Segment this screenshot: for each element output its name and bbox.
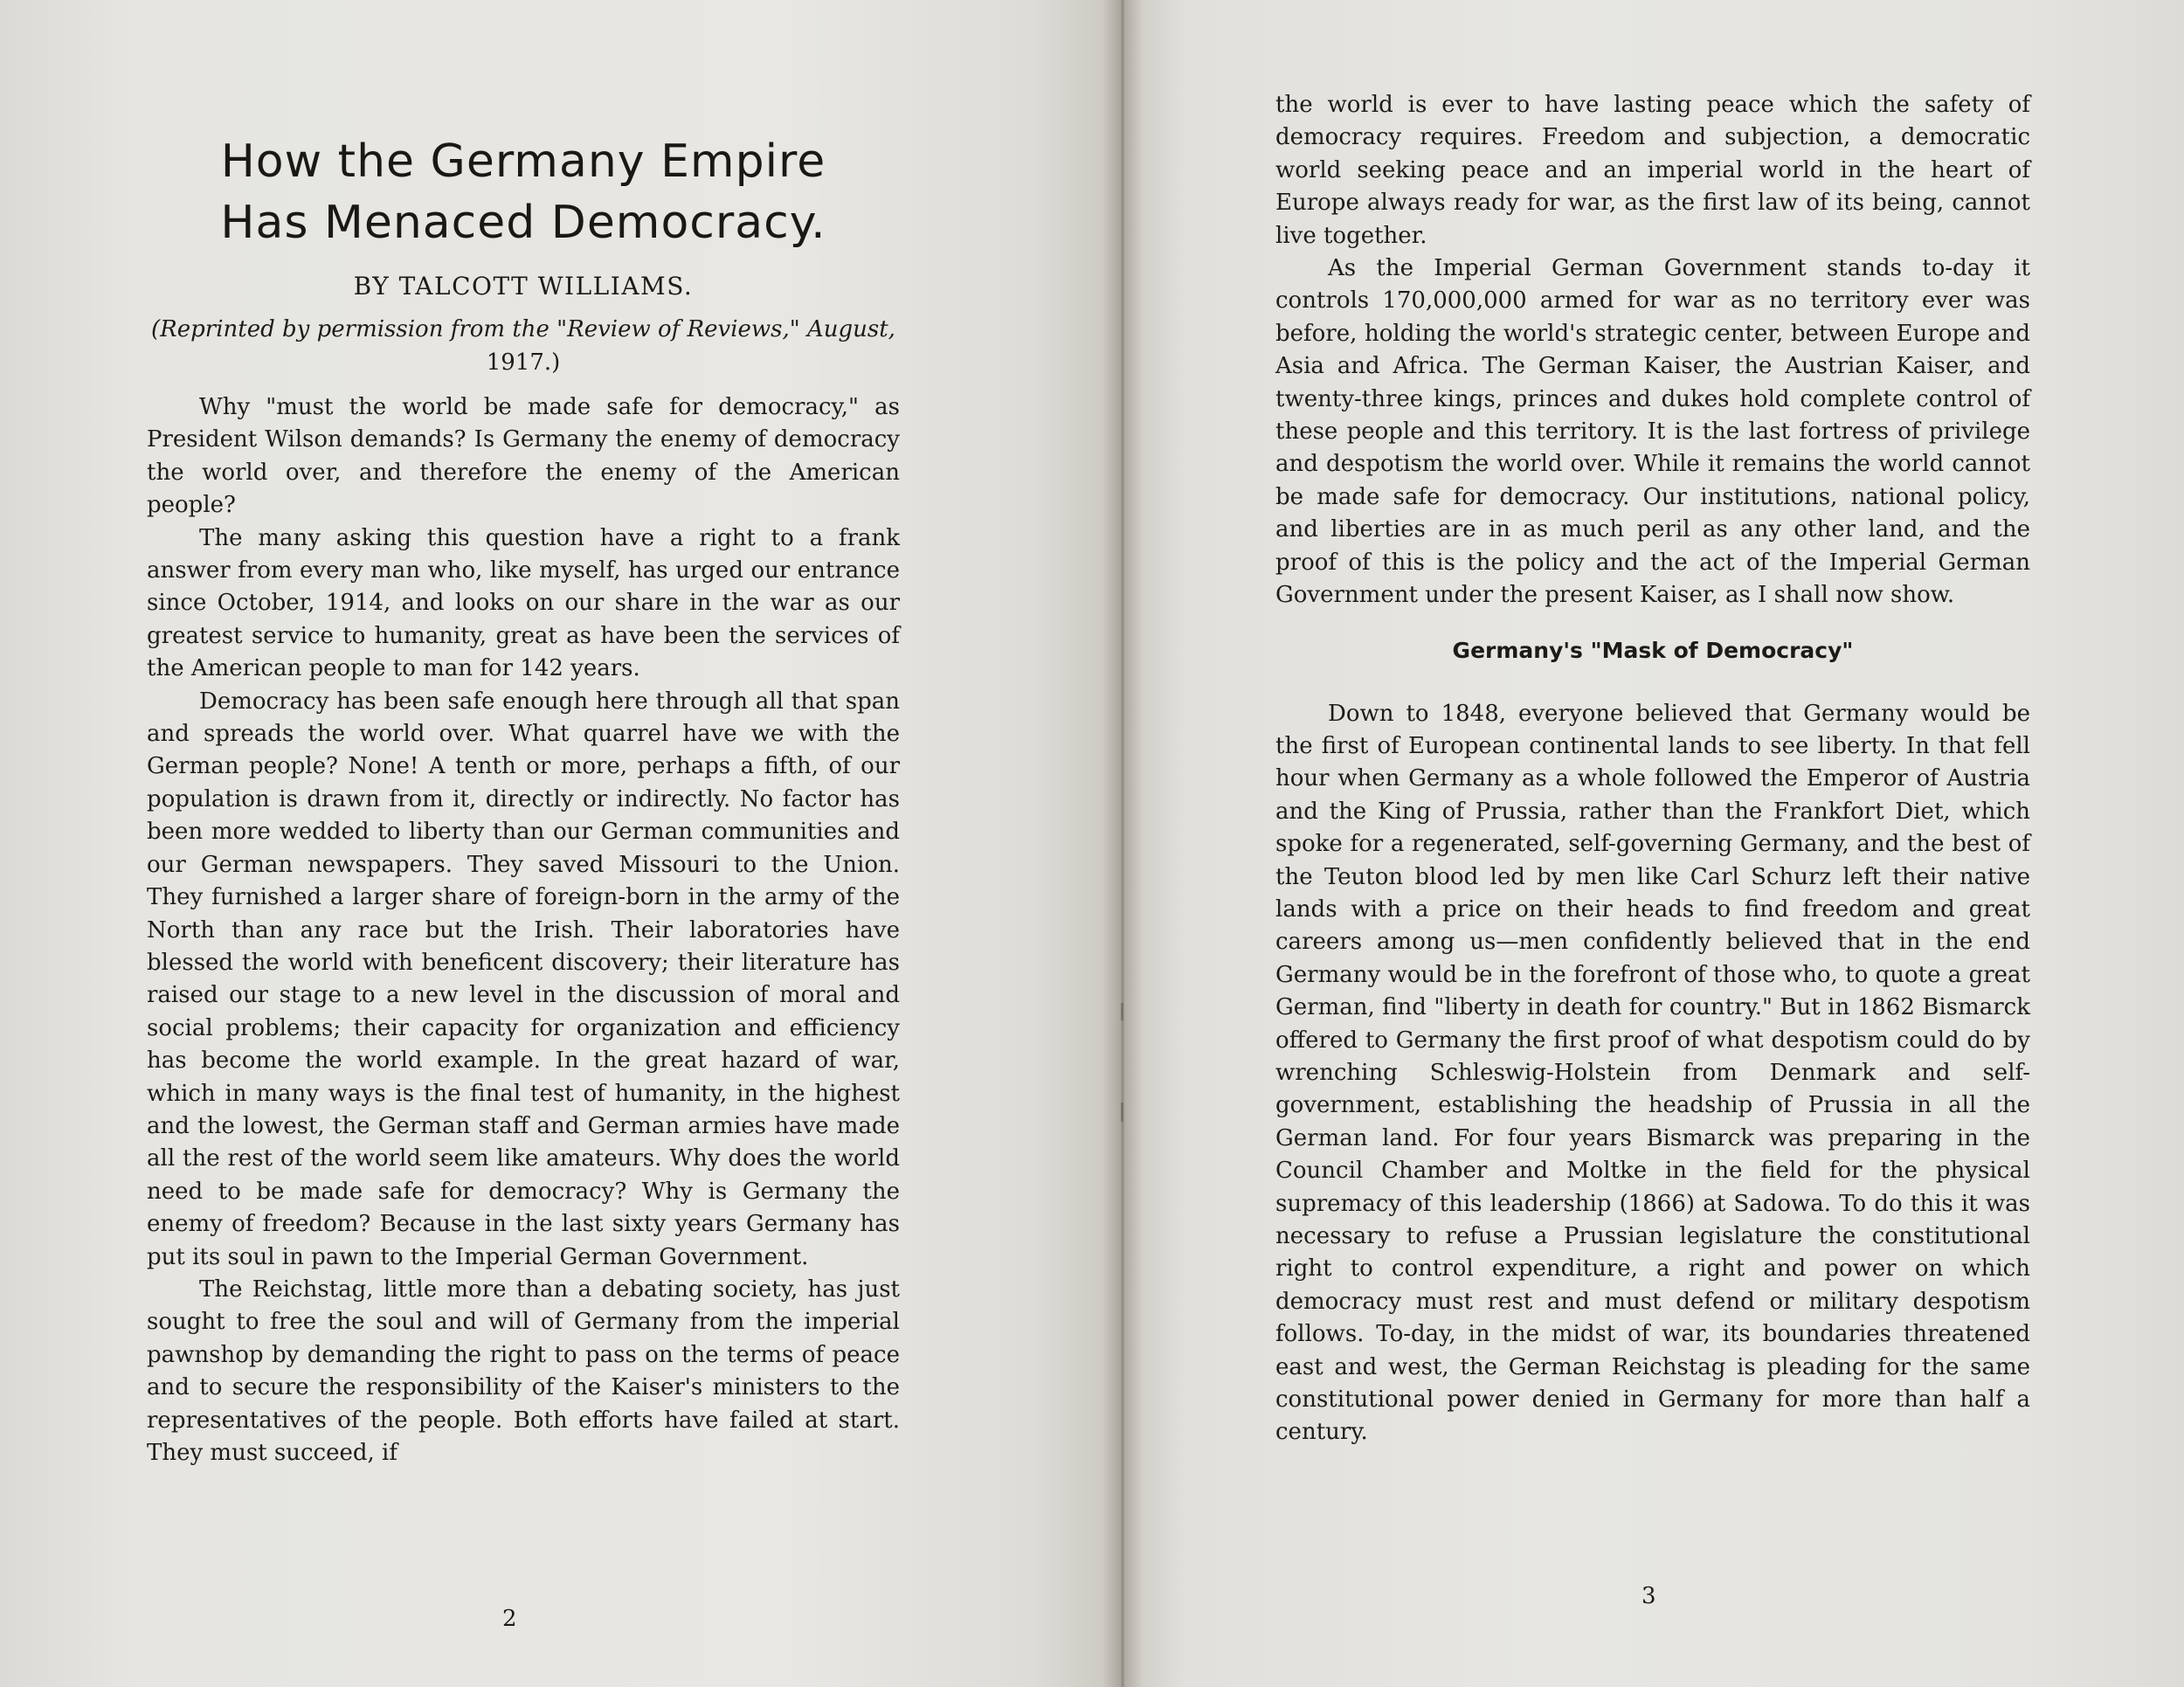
- page-number: 2: [502, 1606, 517, 1632]
- reprint-note-italic: (Reprinted by permission from the "Review of Reviews," August,: [151, 316, 895, 342]
- byline: BY TALCOTT WILLIAMS.: [353, 272, 694, 301]
- show-through-text: [2079, 131, 2184, 1546]
- paragraph: the world is ever to have lasting peace which the safety of democracy requires. Freedom and subjection, a democratic world seeking peace and an imperial world in the heart of Europe always ready for war, as the first law of its being, cannot live together.: [1275, 92, 2030, 249]
- title-line-1: How the Germany Empire: [220, 135, 826, 188]
- binding-thread-mark: [1121, 1103, 1123, 1122]
- section-heading: Germany's "Mask of Democracy": [1452, 637, 1854, 663]
- paragraph: Why "must the world be made safe for democracy," as President Wilson demands? Is Germany the enemy of democracy the world over, and therefore the enemy of the American people?: [147, 394, 900, 519]
- binding-thread-mark: [1121, 1003, 1123, 1020]
- paragraph: The Reichstag, little more than a debating society, has just sought to free the soul and will of Germany from the imperial pawnshop by demanding the right to pass on the terms of peace and to secure the responsibility of the Kaiser's ministers to the representatives of the people. Both efforts have failed at start. They must succeed, if: [147, 1276, 900, 1466]
- paragraph: As the Imperial German Government stands to-day it controls 170,000,000 armed for war as no territory ever was before, holding the world's strategic center, between Europe and Asia and Africa. The German Kaiser, the Austrian Kaiser, and twenty-three kings, princes and dukes hold complete control of these people and this territory. It is the last fortress of privilege and despotism the world over. While it remains the world cannot be made safe for democracy. Our institutions, national policy, and liberties are in as much peril as any other land, and the proof of this is the policy and the act of the Imperial German Government under the present Kaiser, as I shall now show.: [1275, 255, 2030, 609]
- page-number: 3: [1641, 1583, 1656, 1609]
- reprint-note: [147, 313, 900, 379]
- article-title: [147, 131, 900, 253]
- paragraph: Democracy has been safe enough here through all that span and spreads the world over. What quarrel have we with the German people? None! A tenth or more, perhaps a fifth, of our population is drawn from it, directly or indirectly. No factor has been more wedded to liberty than our German communities and our German newspapers. They saved Missouri to the Union. They furnished a larger share of foreign-born in the army of the North than any race but the Irish. Their laboratories have blessed the world with beneficent discovery; their literature has raised our stage to a new level in the discussion of moral and social problems; their capacity for organization and efficiency has become the world example. In the great hazard of war, which in many ways is the final test of humanity, in the highest and the lowest, the German staff and German armies have made all the rest of the world seem like amateurs. Why does the world need to be made safe for democracy? Why is Germany the enemy of freedom? Because in the last sixty years Germany has put its soul in pawn to the Imperial German Government.: [147, 688, 900, 1270]
- book-gutter: [1102, 0, 1143, 1687]
- left-page-column: [147, 131, 900, 1469]
- reprint-note-year: 1917.): [486, 349, 561, 376]
- right-page-column: [1275, 89, 2030, 1449]
- paragraph: Down to 1848, everyone believed that Germany would be the first of European continental lands to see liberty. In that fell hour when Germany as a whole followed the Emperor of Austria and the King of Prussia, rather than the Frankfort Diet, which spoke for a regenerated, self-governing Germany, and the best of the Teuton blood led by men like Carl Schurz left their native lands with a price on their heads to find freedom and great careers among us—men confidently believed that in the end Germany would be in the forefront of those who, to quote a great German, find "liberty in death for country." But in 1862 Bismarck offered to Germany the first proof of what despotism could do by wrenching Schleswig-Holstein from Denmark and self-government, establishing the headship of Prussia in all the German land. For four years Bismarck was preparing in the Council Chamber and Moltke in the field for the physical supremacy of this leadership (1866) at Sadowa. To do this it was necessary to refuse a Prussian legislature the constitutional right to control expenditure, a right and power on which democracy must rest and must defend or military despotism follows. To-day, in the midst of war, its boundaries threatened east and west, the German Reichstag is pleading for the same constitutional power denied in Germany for more than half a century.: [1275, 700, 2030, 1446]
- right-page: [1122, 0, 2184, 1687]
- paragraph: The many asking this question have a right to a frank answer from every man who, like myself, has urged our entrance since October, 1914, and looks on our share in the war as our greatest service to humanity, great as have been the services of the American people to man for 142 years.: [147, 524, 900, 682]
- title-line-2: Has Menaced Democracy.: [220, 197, 826, 249]
